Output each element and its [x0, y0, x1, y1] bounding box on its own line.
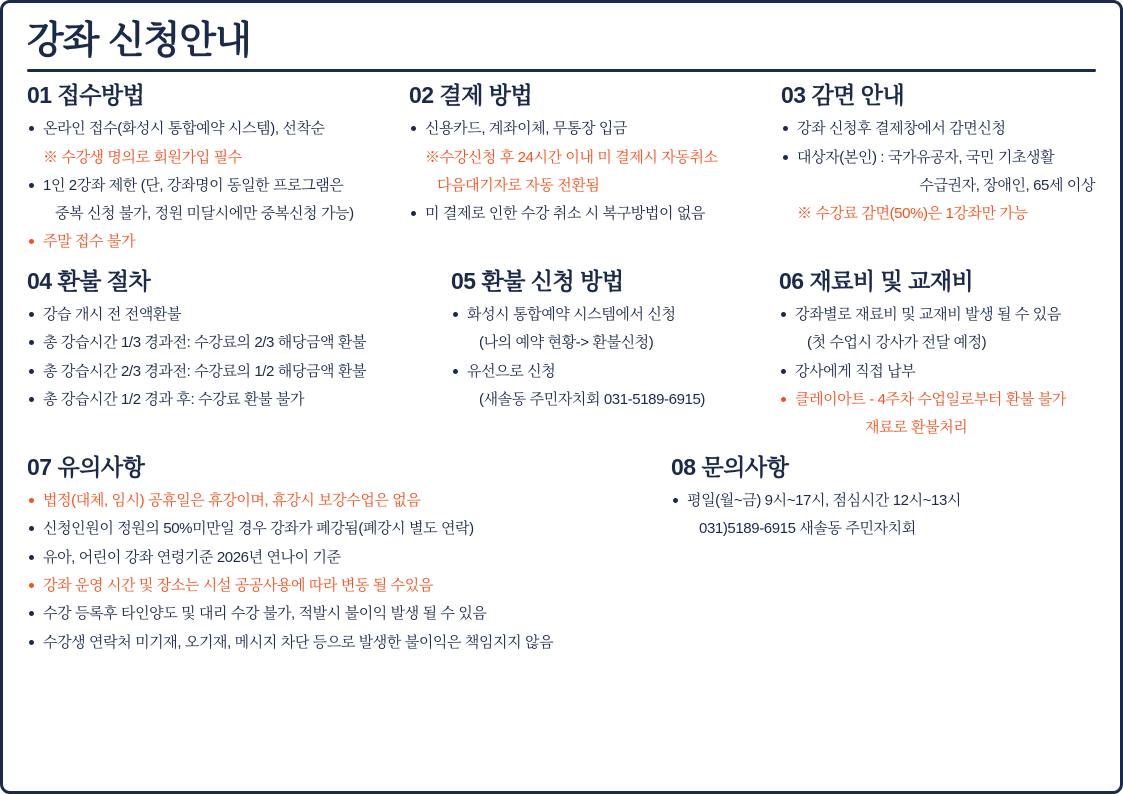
- section-06-heading: 06 재료비 및 교재비: [779, 267, 974, 294]
- page-title: 강좌 신청안내: [27, 20, 251, 62]
- section-02-list: [409, 118, 771, 224]
- section-07-heading: 07 유의사항: [27, 453, 145, 480]
- section-01-list: [27, 118, 401, 252]
- list-item: 화성시 통합예약 시스템에서 신청: [451, 304, 771, 325]
- list-item: (첫 수업시 강사가 전달 예정): [807, 334, 987, 352]
- list-item: 유아, 어린이 강좌 연령기준 2026년 연나이 기준: [27, 547, 661, 568]
- list-item: 강좌 운영 시간 및 장소는 시설 공공사용에 따라 변동 될 수있음: [27, 575, 661, 596]
- list-item: (새솔동 주민자치회 031-5189-6915): [479, 391, 706, 409]
- title-divider: [27, 69, 1096, 72]
- list-item: 수강 등록후 타인양도 및 대리 수강 불가, 적발시 불이익 발생 될 수 있음: [27, 603, 661, 624]
- list-item: ※ 수강생 명의로 회원가입 필수: [43, 148, 242, 166]
- list-item: 수강생 연락처 미기재, 오기재, 메시지 차단 등으로 발생한 불이익은 책임지지 않음: [27, 632, 661, 653]
- section-04-list: [27, 304, 441, 410]
- list-item: 유선으로 신청: [451, 361, 771, 382]
- list-item: 강습 개시 전 전액환불: [27, 304, 441, 325]
- list-item: 총 강습시간 1/3 경과전: 수강료의 2/3 해당금액 환불: [27, 332, 441, 353]
- section-01: [21, 82, 401, 260]
- list-item: 강사에게 직접 납부: [779, 361, 1101, 382]
- section-05: [441, 268, 771, 446]
- list-item: ※수강신청 후 24시간 이내 미 결제시 자동취소: [425, 148, 718, 166]
- list-item: 총 강습시간 1/2 경과 후: 수강료 환불 불가: [27, 389, 441, 410]
- list-item: 1인 2강좌 제한 (단, 강좌명이 동일한 프로그램은: [27, 175, 401, 196]
- section-05-list: [451, 304, 771, 410]
- section-03-list: [781, 118, 1101, 224]
- section-05-heading: 05 환불 신청 방법: [451, 267, 624, 294]
- section-06-list: [779, 304, 1101, 438]
- section-06: [771, 268, 1101, 446]
- section-04: [21, 268, 441, 446]
- list-item: 온라인 접수(화성시 통합예약 시스템), 선착순: [27, 118, 401, 139]
- list-item: 신청인원이 정원의 50%미만일 경우 강좌가 폐강됨(폐강시 별도 연락): [27, 518, 661, 539]
- section-02-heading: 02 결제 방법: [409, 81, 533, 108]
- list-item: 중복 신청 불가, 정원 미달시에만 중복신청 가능): [55, 205, 354, 223]
- list-item-text: 재료로 환불처리: [865, 419, 968, 437]
- section-08-heading: 08 문의사항: [671, 453, 789, 480]
- list-item: 다음대기자로 자동 전환됨: [437, 176, 600, 194]
- section-08-list: [671, 490, 1101, 540]
- list-item: 강좌 신청후 결제창에서 감면신청: [781, 118, 1101, 139]
- list-item: 대상자(본인) : 국가유공자, 국민 기초생활: [781, 147, 1101, 168]
- section-03: [771, 82, 1101, 260]
- list-item: 강좌별로 재료비 및 교재비 발생 될 수 있음: [779, 304, 1101, 325]
- list-item: 미 결제로 인한 수강 취소 시 복구방법이 없음: [409, 203, 771, 224]
- section-row-1: [21, 82, 1102, 260]
- section-row-2: [21, 268, 1102, 446]
- section-row-3: [21, 454, 1102, 660]
- section-02: [401, 82, 771, 260]
- section-01-heading: 01 접수방법: [27, 81, 145, 108]
- list-item: 평일(월~금) 9시~17시, 점심시간 12시~13시: [671, 490, 1101, 511]
- section-07: [21, 454, 661, 660]
- section-07-list: [27, 490, 661, 653]
- section-04-heading: 04 환불 절차: [27, 267, 151, 294]
- list-item: (나의 예약 현황-> 환불신청): [479, 334, 654, 352]
- list-item: 총 강습시간 2/3 경과전: 수강료의 1/2 해당금액 환불: [27, 361, 441, 382]
- list-item: 클레이아트 - 4주차 수업일로부터 환불 불가: [779, 389, 1101, 410]
- section-08: [661, 454, 1101, 660]
- list-item: 법정(대체, 임시) 공휴일은 휴강이며, 휴강시 보강수업은 없음: [27, 490, 661, 511]
- list-item-text: 수급권자, 장애인, 65세 이상: [919, 176, 1095, 194]
- list-item: [779, 417, 1101, 438]
- list-item: 신용카드, 계좌이체, 무통장 입금: [409, 118, 771, 139]
- list-item: [781, 175, 1101, 196]
- section-03-heading: 03 감면 안내: [781, 81, 905, 108]
- list-item: 주말 접수 불가: [27, 231, 401, 252]
- list-item: 031)5189-6915 새솔동 주민자치회: [699, 520, 916, 538]
- list-item: ※ 수강료 감면(50%)은 1강좌만 가능: [797, 205, 1028, 223]
